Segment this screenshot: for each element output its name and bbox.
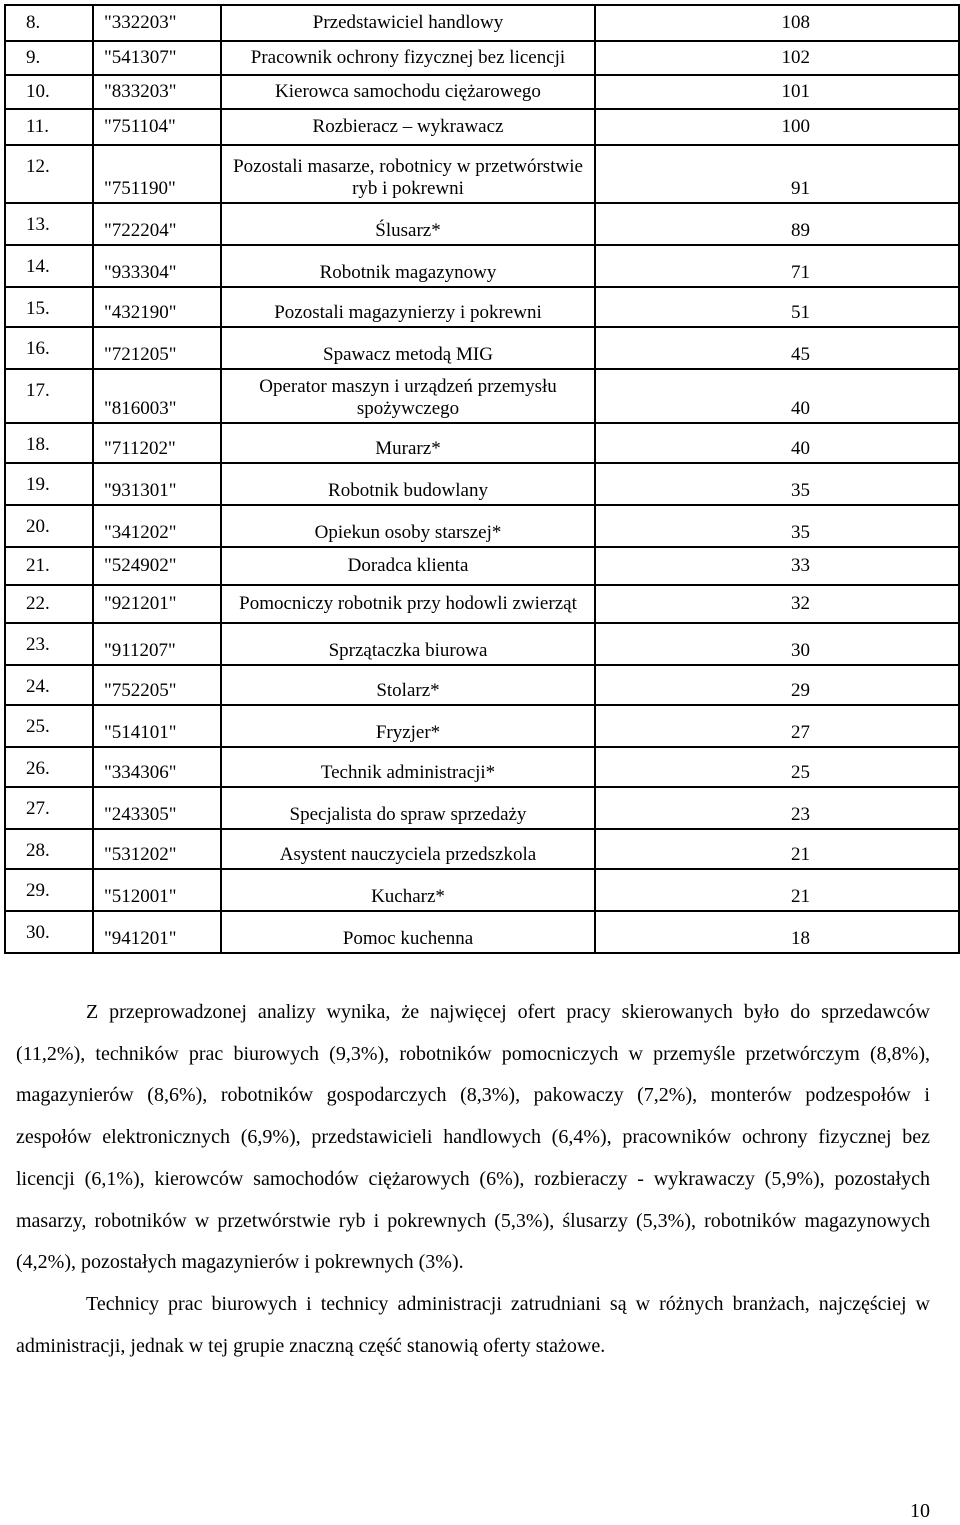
table-row: [5, 585, 959, 623]
offer-count: 30: [595, 623, 959, 665]
offer-count: 71: [595, 245, 959, 287]
occupation-code: "911207": [93, 623, 221, 665]
table-row: [5, 623, 959, 665]
occupation-code: "332203": [93, 5, 221, 41]
occupation-code: "941201": [93, 911, 221, 953]
table-row: [5, 287, 959, 327]
occupation-code: "722204": [93, 203, 221, 245]
offer-count: 27: [595, 705, 959, 747]
row-number: 23.: [5, 623, 93, 665]
occupation-code: "341202": [93, 505, 221, 547]
offer-count: 102: [595, 41, 959, 75]
page-number: 10: [910, 1500, 930, 1522]
table-row: [5, 463, 959, 505]
row-number: 21.: [5, 547, 93, 585]
table-row: [5, 787, 959, 829]
occupations-table: [4, 4, 960, 954]
row-number: 10.: [5, 75, 93, 109]
offer-count: 101: [595, 75, 959, 109]
table-row: [5, 505, 959, 547]
offer-count: 35: [595, 505, 959, 547]
occupation-name: Pozostali masarze, robotnicy w przetwórstwie ryb i pokrewni: [221, 145, 595, 203]
table-row: [5, 203, 959, 245]
occupation-name: Przedstawiciel handlowy: [221, 5, 595, 41]
row-number: 14.: [5, 245, 93, 287]
offer-count: 18: [595, 911, 959, 953]
row-number: 16.: [5, 327, 93, 369]
table-row: [5, 869, 959, 911]
table-row: [5, 109, 959, 145]
occupation-name: Stolarz*: [221, 665, 595, 705]
row-number: 17.: [5, 369, 93, 423]
occupation-name: Pracownik ochrony fizycznej bez licencji: [221, 41, 595, 75]
occupation-code: "711202": [93, 423, 221, 463]
occupation-name: Asystent nauczyciela przedszkola: [221, 829, 595, 869]
table-row: [5, 665, 959, 705]
offer-count: 21: [595, 869, 959, 911]
paragraph-technicians: Technicy prac biurowych i technicy administracji zatrudniani są w różnych branżach, najczęściej w administracji, jednak w tej grupie znaczną część stanowią oferty stażowe.: [16, 1292, 930, 1357]
row-number: 27.: [5, 787, 93, 829]
occupation-code: "541307": [93, 41, 221, 75]
occupation-name: Doradca klienta: [221, 547, 595, 585]
occupation-code: "514101": [93, 705, 221, 747]
offer-count: 21: [595, 829, 959, 869]
occupation-code: "512001": [93, 869, 221, 911]
table-row: [5, 423, 959, 463]
row-number: 11.: [5, 109, 93, 145]
occupation-name: Robotnik budowlany: [221, 463, 595, 505]
occupation-name: Rozbieracz – wykrawacz: [221, 109, 595, 145]
offer-count: 40: [595, 423, 959, 463]
offer-count: 29: [595, 665, 959, 705]
occupation-name: Spawacz metodą MIG: [221, 327, 595, 369]
occupation-code: "931301": [93, 463, 221, 505]
offer-count: 45: [595, 327, 959, 369]
offer-count: 51: [595, 287, 959, 327]
occupation-code: "334306": [93, 747, 221, 787]
offer-count: 23: [595, 787, 959, 829]
occupation-code: "933304": [93, 245, 221, 287]
offer-count: 108: [595, 5, 959, 41]
occupation-name: Opiekun osoby starszej*: [221, 505, 595, 547]
occupation-code: "833203": [93, 75, 221, 109]
row-number: 22.: [5, 585, 93, 623]
offer-count: 40: [595, 369, 959, 423]
occupation-name: Pozostali magazynierzy i pokrewni: [221, 287, 595, 327]
occupation-name: Technik administracji*: [221, 747, 595, 787]
row-number: 25.: [5, 705, 93, 747]
row-number: 28.: [5, 829, 93, 869]
row-number: 18.: [5, 423, 93, 463]
table-row: [5, 705, 959, 747]
paragraph-analysis: Z przeprowadzonej analizy wynika, że najwięcej ofert pracy skierowanych było do sprzedawców (11,2%), techników prac biurowych (9,3%), robotników pomocniczych w przemyśle przetwórczym (8,8%), magazynierów (8,6%), robotników gospodarczych (8,3%), pakowaczy (7,2%), monterów podzespołów i zespołów elektronicznych (6,9%), przedstawicieli handlowych (6,4%), pracowników ochrony fizycznej bez licencji (6,1%), kierowców samochodów ciężarowych (6%), rozbieraczy - wykrawaczy (5,9%), pozostałych masarzy, robotników w przetwórstwie ryb i pokrewnych (5,3%), ślusarzy (5,3%), robotników magazynowych (4,2%), pozostałych magazynierów i pokrewnych (3%).: [16, 1001, 930, 1274]
row-number: 15.: [5, 287, 93, 327]
occupation-name: Pomoc kuchenna: [221, 911, 595, 953]
table-row: [5, 547, 959, 585]
occupation-code: "816003": [93, 369, 221, 423]
offer-count: 25: [595, 747, 959, 787]
row-number: 8.: [5, 5, 93, 41]
table-row: [5, 747, 959, 787]
occupation-name: Kucharz*: [221, 869, 595, 911]
occupation-name: Fryzjer*: [221, 705, 595, 747]
occupation-code: "524902": [93, 547, 221, 585]
row-number: 13.: [5, 203, 93, 245]
occupation-code: "531202": [93, 829, 221, 869]
occupations-table-body: [5, 5, 959, 953]
row-number: 19.: [5, 463, 93, 505]
row-number: 24.: [5, 665, 93, 705]
offer-count: 91: [595, 145, 959, 203]
occupation-name: Kierowca samochodu ciężarowego: [221, 75, 595, 109]
occupation-name: Ślusarz*: [221, 203, 595, 245]
occupation-name: Specjalista do spraw sprzedaży: [221, 787, 595, 829]
row-number: 26.: [5, 747, 93, 787]
offer-count: 100: [595, 109, 959, 145]
offer-count: 89: [595, 203, 959, 245]
occupation-name: Pomocniczy robotnik przy hodowli zwierząt: [221, 585, 595, 623]
occupation-code: "751104": [93, 109, 221, 145]
body-text: [16, 992, 930, 1367]
table-row: [5, 369, 959, 423]
occupation-code: "243305": [93, 787, 221, 829]
occupation-name: Murarz*: [221, 423, 595, 463]
table-row: [5, 145, 959, 203]
row-number: 30.: [5, 911, 93, 953]
table-row: [5, 75, 959, 109]
table-row: [5, 245, 959, 287]
occupation-code: "751190": [93, 145, 221, 203]
row-number: 12.: [5, 145, 93, 203]
table-row: [5, 829, 959, 869]
occupation-code: "921201": [93, 585, 221, 623]
table-row: [5, 41, 959, 75]
row-number: 20.: [5, 505, 93, 547]
table-row: [5, 327, 959, 369]
offer-count: 35: [595, 463, 959, 505]
offer-count: 32: [595, 585, 959, 623]
table-row: [5, 5, 959, 41]
row-number: 29.: [5, 869, 93, 911]
row-number: 9.: [5, 41, 93, 75]
occupation-code: "721205": [93, 327, 221, 369]
occupation-code: "752205": [93, 665, 221, 705]
occupation-code: "432190": [93, 287, 221, 327]
occupation-name: Operator maszyn i urządzeń przemysłu spożywczego: [221, 369, 595, 423]
occupation-name: Robotnik magazynowy: [221, 245, 595, 287]
occupation-name: Sprzątaczka biurowa: [221, 623, 595, 665]
offer-count: 33: [595, 547, 959, 585]
table-row: [5, 911, 959, 953]
